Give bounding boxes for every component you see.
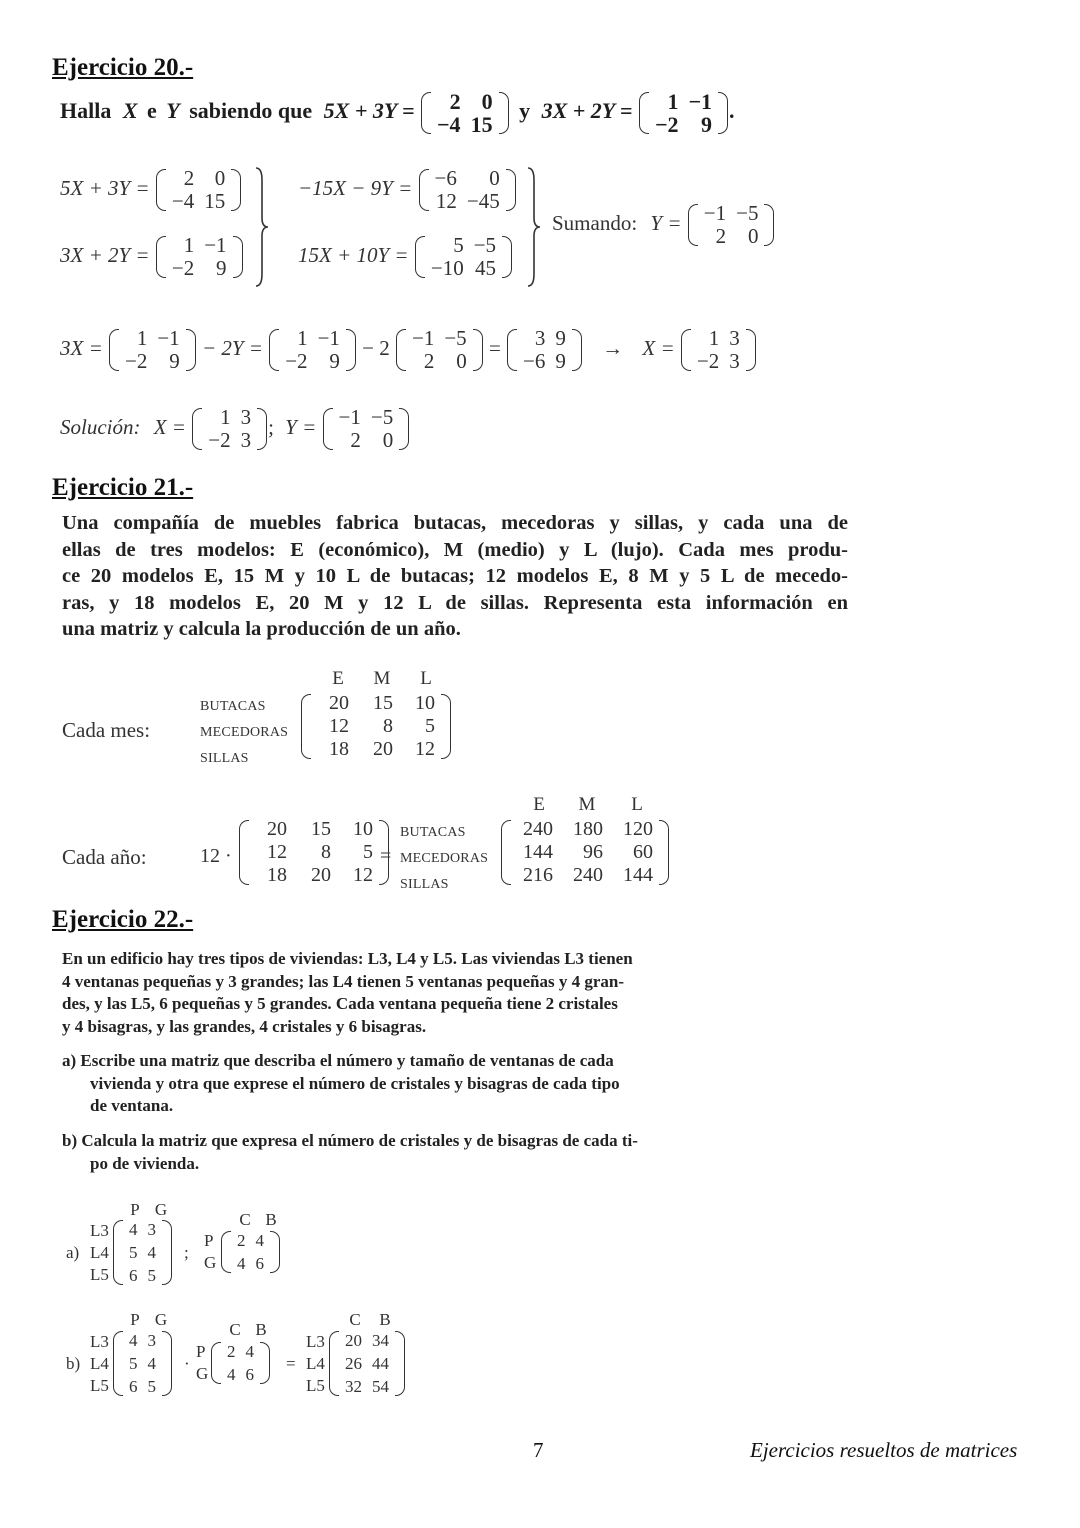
year-row-labels: BUTACAS MECEDORAS SILLAS (400, 825, 489, 892)
year-equals: = (380, 845, 392, 867)
stmt-eq1: 5X + 3Y = (323, 98, 415, 124)
sumando-result: Sumando: Y = −1 −5 2 0 (552, 202, 775, 248)
ej21-heading: Ejercicio 21.- (52, 474, 194, 501)
solution-line: Solución: X = 1 3 −2 3 ; Y = −1 −5 2 0 (60, 406, 410, 452)
stmt-word: sabiendo que (189, 98, 313, 124)
cada-anio-label: Cada año: (62, 845, 147, 869)
brace-right-icon (526, 166, 542, 288)
stmt-word: e (147, 98, 157, 124)
stmt-var-y: Y (166, 98, 180, 124)
arrow-right-icon: → (602, 335, 624, 360)
cada-mes-label: Cada mes: (62, 718, 151, 742)
ej20-heading: Ejercicio 20.- (52, 54, 194, 81)
ej22-heading: Ejercicio 22.- (52, 906, 194, 933)
sys-right-2: 15X + 10Y = 5 −5 −10 45 (298, 234, 513, 280)
document-title: Ejercicios resueltos de matrices (750, 1438, 1018, 1462)
brace-left-icon (254, 166, 270, 288)
solve-x-line: 3X = 1 −1 −2 9 − 2Y = 1 −1 −2 9 − 2 −1 −5 2 0 = 3 9 −6 9 → X = 1 3 −2 3 (60, 327, 757, 373)
stmt-matrix-1: 2 0 −4 15 (420, 90, 510, 136)
year-col-headers: E M L (533, 794, 643, 815)
year-source-matrix: 20 15 10 12 8 5 18 20 12 (238, 818, 390, 887)
ej22-statement: En un edificio hay tres tipos de viviendas: L3, L4 y L5. Las viviendas L3 tienen 4 ventanas pequeñas y 3 grandes; las L4 tienen 5 ventanas pequeñas y 4 gran- des, y las L5, 6 pequeñas y 5 grandes. Cada ventana pequeña tiene 2 cristales y 4 bisagras, y las grandes, 4 cristales y 6 bisagras. (62, 949, 633, 1036)
stmt-word: Halla (60, 98, 112, 124)
month-col-headers: E M L (332, 668, 432, 689)
stmt-and: y (519, 98, 531, 124)
sys-left-2: 3X + 2Y = 1 −1 −2 9 (60, 234, 244, 280)
year-result-matrix: 240 180 120 144 96 60 216 240 144 (500, 818, 670, 887)
sys-right-1: −15X − 9Y = −6 0 12 −45 (298, 167, 517, 213)
stmt-var-x: X (122, 98, 138, 124)
month-row-labels: BUTACAS MECEDORAS SILLAS (200, 699, 289, 766)
page-number: 7 (533, 1438, 544, 1462)
ej20-statement: Halla X e Y sabiendo que 5X + 3Y = 2 0 −4 15 y 3X + 2Y = 1 −1 −2 9 . (60, 89, 735, 137)
ej21-statement: Una compañía de muebles fabrica butacas, mecedoras y sillas, y cada una de ellas de tres modelos: E (económico), M (medio) y L (lujo). Cada mes produ- ce 20 modelos E, 15 M y 10 L de butacas; 12 modelos E, 8 M y 5 L de mecedo- ras, y 18 modelos E, 20 M y 12 L de sillas. Representa esta información en una matriz y calcula la producción de un año. (62, 512, 848, 640)
year-factor: 12 · (200, 845, 232, 867)
ej22-part-a: a) Escribe una matriz que describa el número y tamaño de ventanas de cada vivienda y otra que exprese el número de cristales y bisagras de cada tipo de ventana. (62, 1051, 620, 1115)
month-matrix: 20 15 10 12 8 5 18 20 12 (300, 692, 452, 761)
stmt-matrix-2: 1 −1 −2 9 (638, 90, 729, 136)
sys-left-1: 5X + 3Y = 2 0 −4 15 (60, 167, 242, 213)
stmt-eq2: 3X + 2Y = (541, 98, 633, 124)
ej22-part-b: b) Calcula la matriz que expresa el número de cristales y de bisagras de cada ti- po de vivienda. (62, 1131, 638, 1173)
